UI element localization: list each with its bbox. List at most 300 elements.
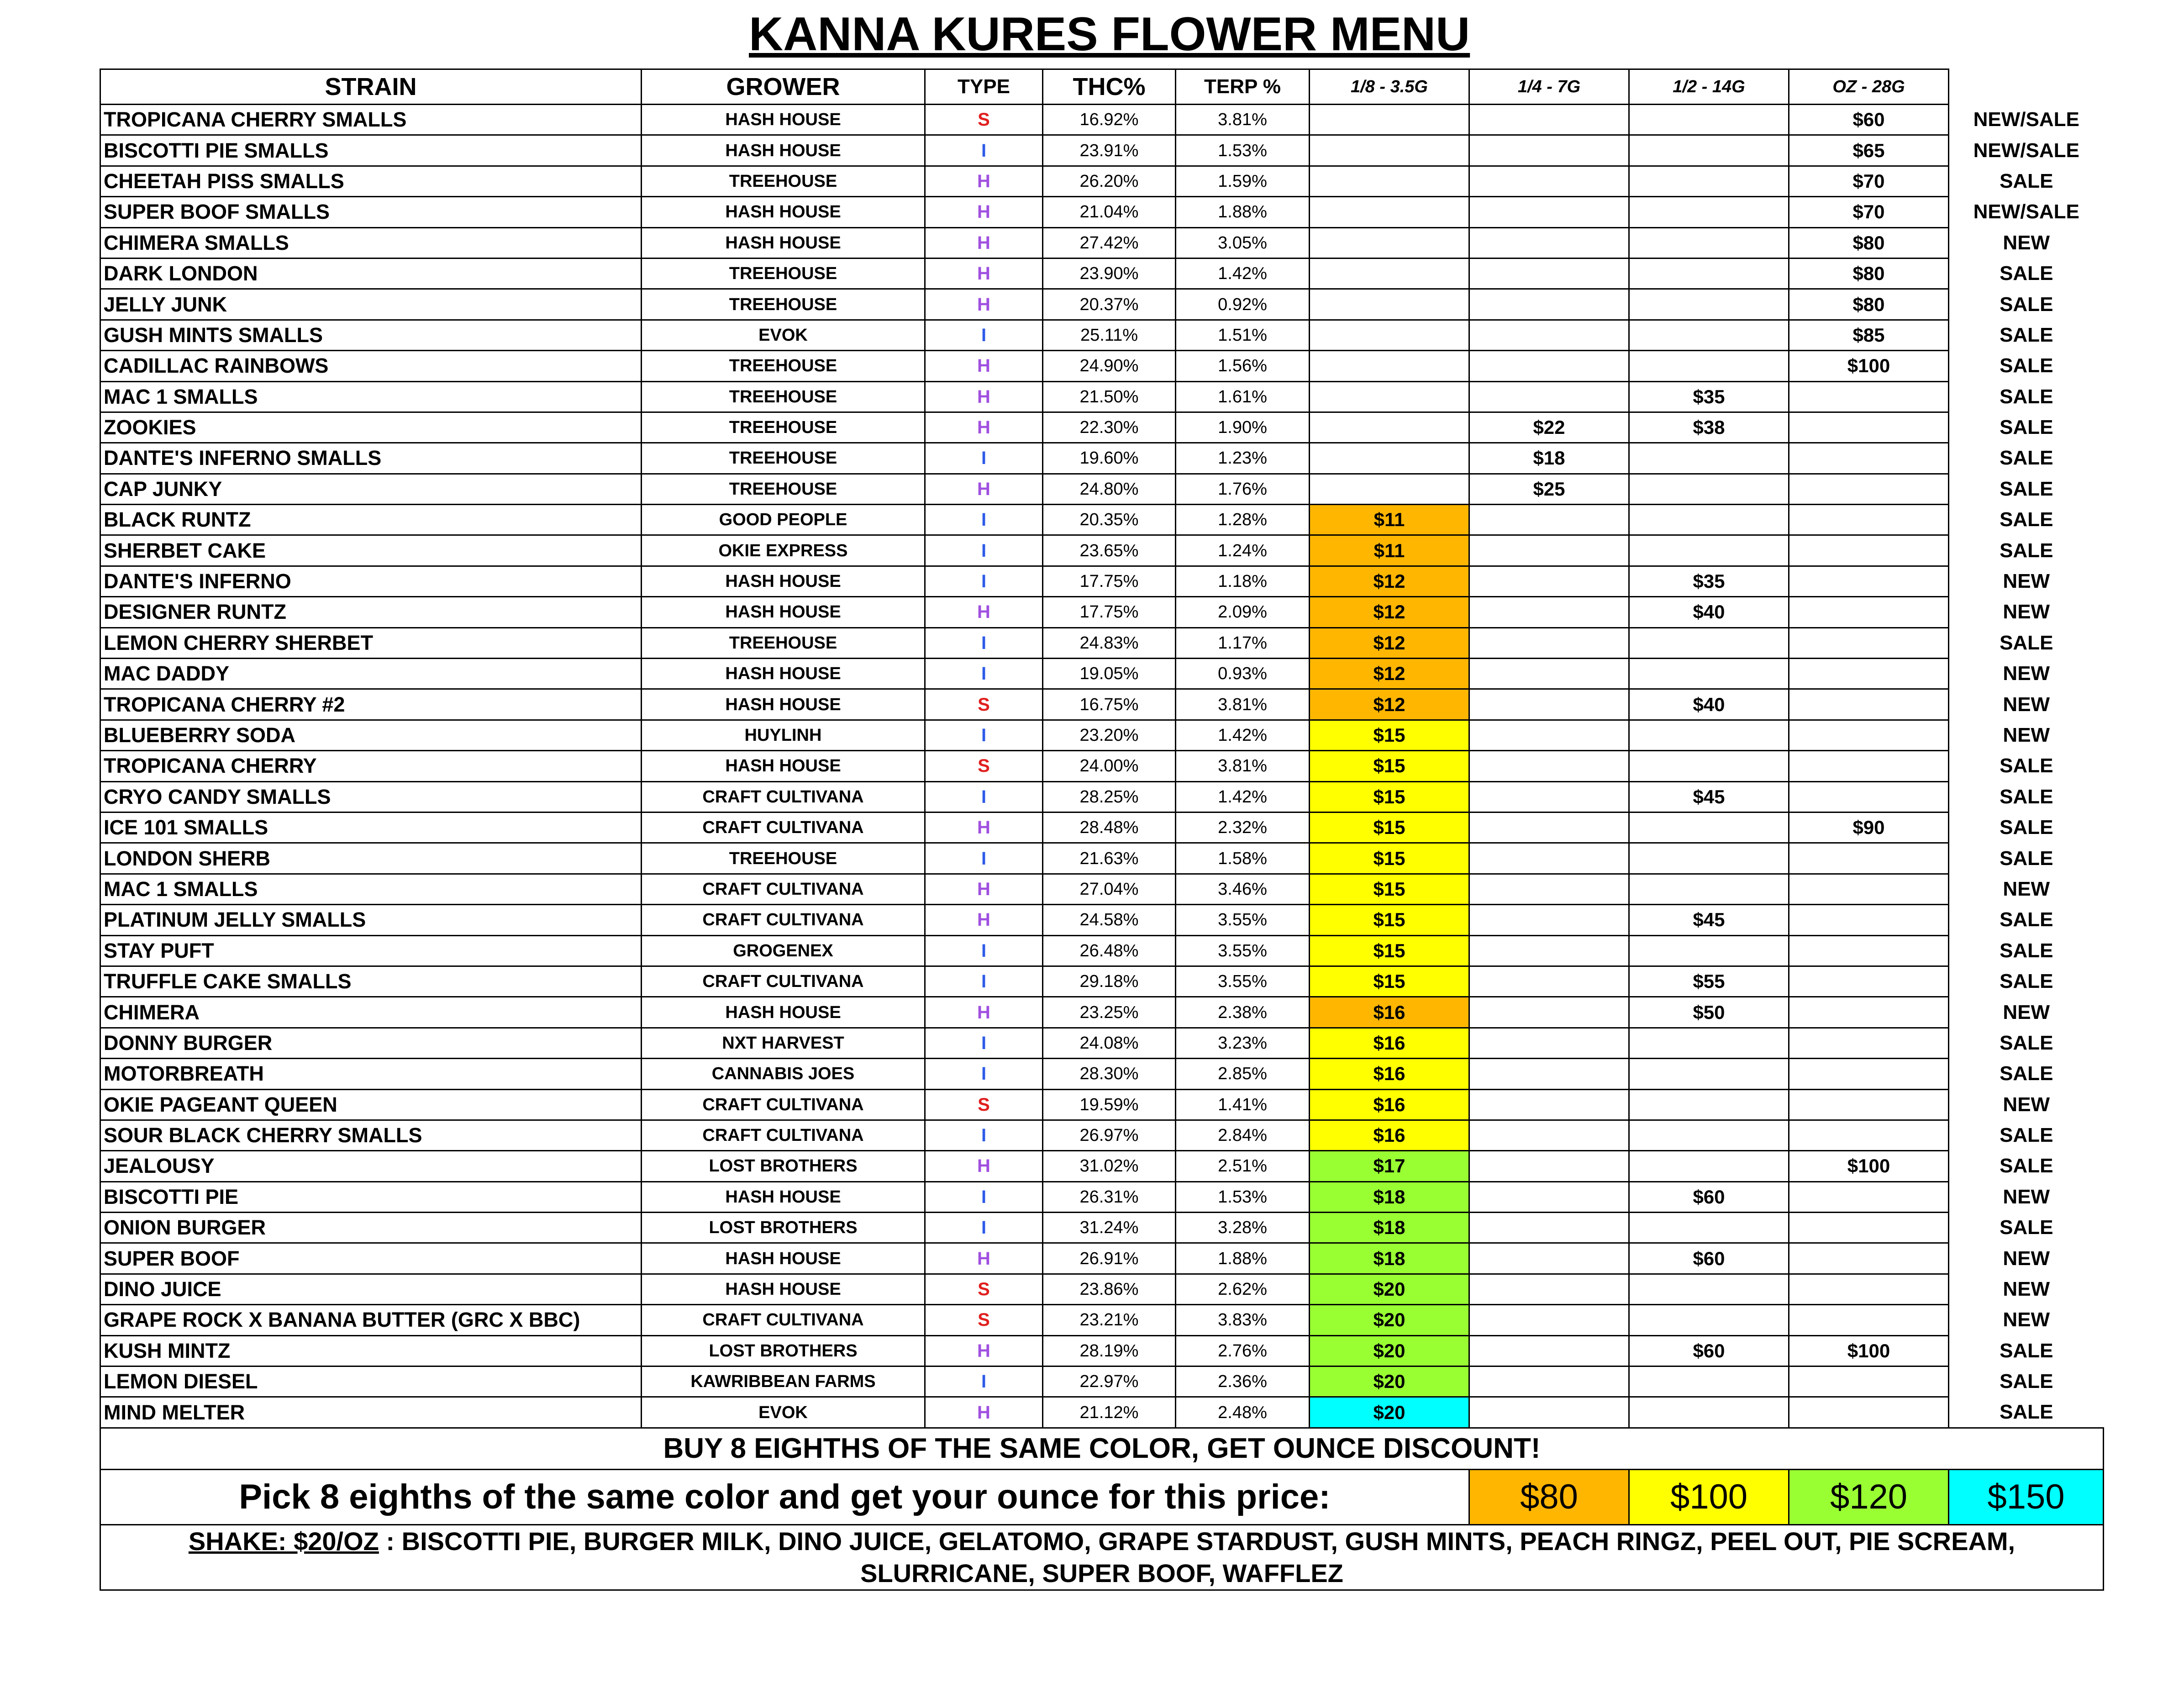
menu-row [100,1243,2104,1274]
price-half: $45 [1629,781,1789,812]
thc-value: 26.97% [1043,1120,1176,1150]
price-quarter [1469,320,1629,350]
strain-name: ONION BURGER [100,1213,642,1243]
strain-type: H [925,289,1043,320]
thc-value: 25.11% [1043,320,1176,350]
menu-row [100,1059,2104,1089]
thc-value: 28.30% [1043,1059,1176,1089]
price-ounce: $60 [1789,105,1949,135]
menu-row [100,566,2104,596]
price-eighth [1310,351,1469,381]
col-header-strain: STRAIN [100,69,642,105]
price-half: $50 [1629,997,1789,1028]
strain-type: H [925,381,1043,412]
grower-name: TREEHOUSE [642,381,925,412]
terp-value: 2.09% [1176,597,1310,628]
status-tag: NEW/SALE [1973,139,2079,162]
menu-row [100,1089,2104,1120]
grower-name: LOST BROTHERS [642,1213,925,1243]
terp-value: 2.51% [1176,1151,1310,1182]
status-tag: SALE [2000,477,2053,500]
grower-name: CRAFT CULTIVANA [642,781,925,812]
price-quarter [1469,1089,1629,1120]
grower-name: CRAFT CULTIVANA [642,966,925,997]
grower-name: TREEHOUSE [642,258,925,289]
menu-row [100,1397,2104,1428]
price-quarter [1469,1335,1629,1366]
strain-name: KUSH MINTZ [100,1335,642,1366]
price-eighth: $16 [1310,1089,1469,1120]
terp-value: 3.55% [1176,935,1310,966]
grower-name: HASH HOUSE [642,197,925,227]
strain-type: H [925,905,1043,935]
grower-name: NXT HARVEST [642,1028,925,1058]
price-ounce [1789,535,1949,566]
thc-value: 23.91% [1043,135,1176,166]
price-ounce: $100 [1789,351,1949,381]
pick-price-yellow: $100 [1629,1469,1789,1524]
thc-value: 24.08% [1043,1028,1176,1058]
menu-row [100,381,2104,412]
col-header-eighth: 1/8 - 3.5G [1310,69,1469,105]
pick-price-green: $120 [1789,1469,1949,1524]
strain-type: H [925,1151,1043,1182]
strain-name: LONDON SHERB [100,843,642,874]
terp-value: 1.42% [1176,258,1310,289]
price-eighth [1310,412,1469,443]
price-ounce: $70 [1789,166,1949,196]
thc-value: 24.00% [1043,751,1176,781]
price-ounce: $70 [1789,197,1949,227]
thc-value: 17.75% [1043,597,1176,628]
price-ounce: $90 [1789,812,1949,843]
menu-row [100,720,2104,750]
price-ounce [1789,1028,1949,1058]
strain-name: SOUR BLACK CHERRY SMALLS [100,1120,642,1150]
grower-name: HASH HOUSE [642,997,925,1028]
grower-name: TREEHOUSE [642,412,925,443]
grower-name: TREEHOUSE [642,474,925,504]
status-tag: SALE [2000,631,2053,654]
strain-type: H [925,227,1043,258]
grower-name: CRAFT CULTIVANA [642,874,925,904]
price-quarter [1469,1243,1629,1274]
pick-row [100,1469,2104,1524]
price-eighth: $18 [1310,1243,1469,1274]
menu-row [100,412,2104,443]
thc-value: 21.50% [1043,381,1176,412]
strain-type: I [925,843,1043,874]
grower-name: CRAFT CULTIVANA [642,1305,925,1335]
status-tag: SALE [2000,508,2053,531]
terp-value: 2.48% [1176,1397,1310,1428]
price-eighth: $20 [1310,1366,1469,1397]
grower-name: TREEHOUSE [642,443,925,474]
strain-name: DESIGNER RUNTZ [100,597,642,628]
menu-row [100,105,2104,135]
grower-name: LOST BROTHERS [642,1335,925,1366]
price-quarter [1469,227,1629,258]
price-half [1629,935,1789,966]
price-eighth: $16 [1310,1059,1469,1089]
pick-text: Pick 8 eighths of the same color and get your ounce for this price: [100,1469,1469,1524]
thc-value: 28.48% [1043,812,1176,843]
grower-name: GROGENEX [642,935,925,966]
strain-name: ZOOKIES [100,412,642,443]
price-half [1629,720,1789,750]
menu-row [100,689,2104,720]
price-ounce [1789,935,1949,966]
price-eighth: $20 [1310,1305,1469,1335]
price-half [1629,1366,1789,1397]
price-quarter [1469,1274,1629,1304]
menu-row [100,1182,2104,1212]
col-header-thc: THC% [1043,69,1176,105]
promo-row [100,1428,2104,1469]
strain-name: DANTE'S INFERNO [100,566,642,596]
thc-value: 16.75% [1043,689,1176,720]
menu-row [100,227,2104,258]
price-half [1629,843,1789,874]
price-eighth: $15 [1310,751,1469,781]
price-ounce [1789,1089,1949,1120]
strain-name: SUPER BOOF SMALLS [100,197,642,227]
price-quarter [1469,1305,1629,1335]
terp-value: 2.32% [1176,812,1310,843]
strain-type: I [925,443,1043,474]
menu-row [100,659,2104,689]
grower-name: TREEHOUSE [642,843,925,874]
price-eighth: $15 [1310,874,1469,904]
price-ounce [1789,1274,1949,1304]
terp-value: 3.81% [1176,105,1310,135]
price-eighth [1310,381,1469,412]
strain-name: LEMON DIESEL [100,1366,642,1397]
status-tag: NEW [2003,1093,2050,1116]
strain-type: I [925,1213,1043,1243]
status-tag: NEW [2003,662,2050,685]
terp-value: 1.58% [1176,843,1310,874]
grower-name: TREEHOUSE [642,628,925,658]
price-ounce [1789,1397,1949,1428]
strain-type: I [925,781,1043,812]
strain-type: I [925,1182,1043,1212]
grower-name: HASH HOUSE [642,751,925,781]
price-ounce [1789,1305,1949,1335]
col-header-ounce: OZ - 28G [1789,69,1949,105]
thc-value: 19.05% [1043,659,1176,689]
terp-value: 1.42% [1176,781,1310,812]
grower-name: HASH HOUSE [642,1274,925,1304]
grower-name: HASH HOUSE [642,659,925,689]
price-eighth [1310,105,1469,135]
price-eighth: $12 [1310,566,1469,596]
thc-value: 23.25% [1043,997,1176,1028]
price-eighth: $17 [1310,1151,1469,1182]
status-tag: SALE [2000,447,2053,469]
thc-value: 20.37% [1043,289,1176,320]
flower-menu-table [100,69,2104,1591]
terp-value: 1.51% [1176,320,1310,350]
strain-name: JEALOUSY [100,1151,642,1182]
price-half [1629,751,1789,781]
price-eighth: $15 [1310,935,1469,966]
status-tag: NEW [2003,601,2050,623]
strain-name: BLUEBERRY SODA [100,720,642,750]
price-quarter [1469,258,1629,289]
strain-type: H [925,258,1043,289]
thc-value: 23.65% [1043,535,1176,566]
col-header-grower: GROWER [642,69,925,105]
thc-value: 26.48% [1043,935,1176,966]
price-half: $60 [1629,1335,1789,1366]
menu-row [100,1213,2104,1243]
price-half [1629,1028,1789,1058]
price-quarter [1469,597,1629,628]
price-ounce [1789,474,1949,504]
status-tag: SALE [2000,385,2053,408]
strain-type: I [925,1059,1043,1089]
terp-value: 1.61% [1176,381,1310,412]
grower-name: HASH HOUSE [642,1243,925,1274]
price-quarter [1469,1366,1629,1397]
grower-name: CRAFT CULTIVANA [642,1089,925,1120]
strain-type: I [925,1028,1043,1058]
menu-row [100,751,2104,781]
terp-value: 1.23% [1176,443,1310,474]
terp-value: 3.28% [1176,1213,1310,1243]
menu-row [100,628,2104,658]
thc-value: 24.83% [1043,628,1176,658]
price-half [1629,258,1789,289]
status-tag: SALE [2000,293,2053,316]
menu-row [100,1335,2104,1366]
strain-type: H [925,351,1043,381]
pick-price-orange: $80 [1469,1469,1629,1524]
strain-name: MAC DADDY [100,659,642,689]
status-tag: SALE [2000,354,2053,377]
terp-value: 1.88% [1176,197,1310,227]
thc-value: 24.90% [1043,351,1176,381]
strain-type: S [925,1305,1043,1335]
status-tag: NEW [2003,231,2050,254]
price-ounce [1789,1120,1949,1150]
thc-value: 21.63% [1043,843,1176,874]
grower-name: CRAFT CULTIVANA [642,905,925,935]
strain-name: STAY PUFT [100,935,642,966]
price-half [1629,628,1789,658]
price-ounce: $85 [1789,320,1949,350]
strain-name: DANTE'S INFERNO SMALLS [100,443,642,474]
strain-name: MAC 1 SMALLS [100,874,642,904]
thc-value: 23.20% [1043,720,1176,750]
status-tag: SALE [2000,847,2053,870]
thc-value: 22.97% [1043,1366,1176,1397]
price-quarter [1469,197,1629,227]
price-ounce [1789,566,1949,596]
menu-row [100,1274,2104,1304]
strain-name: BLACK RUNTZ [100,505,642,535]
menu-row [100,289,2104,320]
terp-value: 3.23% [1176,1028,1310,1058]
strain-type: H [925,474,1043,504]
thc-value: 28.19% [1043,1335,1176,1366]
thc-value: 26.20% [1043,166,1176,196]
col-header-quarter: 1/4 - 7G [1469,69,1629,105]
price-half [1629,1151,1789,1182]
thc-value: 26.31% [1043,1182,1176,1212]
terp-value: 2.38% [1176,997,1310,1028]
status-tag: SALE [2000,816,2053,839]
status-tag: SALE [2000,785,2053,808]
price-eighth: $18 [1310,1213,1469,1243]
price-quarter [1469,1120,1629,1150]
status-tag: SALE [2000,539,2053,562]
status-tag: SALE [2000,939,2053,962]
shake-list [100,1524,2104,1590]
price-half [1629,812,1789,843]
terp-value: 0.92% [1176,289,1310,320]
price-quarter [1469,874,1629,904]
thc-value: 24.58% [1043,905,1176,935]
thc-value: 19.60% [1043,443,1176,474]
status-tag: SALE [2000,1216,2053,1239]
terp-value: 3.46% [1176,874,1310,904]
price-half: $60 [1629,1182,1789,1212]
price-half [1629,1120,1789,1150]
strain-type: H [925,997,1043,1028]
strain-type: S [925,1274,1043,1304]
price-ounce [1789,689,1949,720]
shake-label: SHAKE: $20/OZ [188,1526,379,1556]
menu-row [100,1366,2104,1397]
strain-name: GRAPE ROCK X BANANA BUTTER (GRC X BBC) [100,1305,642,1335]
price-quarter [1469,1059,1629,1089]
grower-name: TREEHOUSE [642,289,925,320]
strain-type: S [925,751,1043,781]
strain-name: MIND MELTER [100,1397,642,1428]
price-half [1629,227,1789,258]
price-quarter: $25 [1469,474,1629,504]
price-quarter [1469,566,1629,596]
price-half [1629,1213,1789,1243]
terp-value: 0.93% [1176,659,1310,689]
price-half [1629,535,1789,566]
menu-row [100,535,2104,566]
price-eighth: $20 [1310,1274,1469,1304]
strain-name: SHERBET CAKE [100,535,642,566]
strain-name: MOTORBREATH [100,1059,642,1089]
price-ounce [1789,505,1949,535]
price-quarter [1469,1397,1629,1428]
col-header-terp: TERP % [1176,69,1310,105]
strain-type: S [925,689,1043,720]
price-ounce [1789,412,1949,443]
price-eighth: $12 [1310,628,1469,658]
strain-type: H [925,812,1043,843]
strain-type: H [925,412,1043,443]
price-ounce [1789,966,1949,997]
price-eighth [1310,135,1469,166]
strain-name: CAP JUNKY [100,474,642,504]
strain-type: H [925,1243,1043,1274]
strain-type: I [925,1120,1043,1150]
status-tag: NEW [2003,877,2050,900]
menu-row [100,597,2104,628]
price-quarter: $22 [1469,412,1629,443]
strain-name: ICE 101 SMALLS [100,812,642,843]
menu-row [100,966,2104,997]
thc-value: 28.25% [1043,781,1176,812]
status-tag: SALE [2000,1155,2053,1177]
price-quarter [1469,535,1629,566]
terp-value: 3.55% [1176,905,1310,935]
terp-value: 2.62% [1176,1274,1310,1304]
price-ounce [1789,659,1949,689]
price-half: $38 [1629,412,1789,443]
strain-type: I [925,1366,1043,1397]
thc-value: 23.90% [1043,258,1176,289]
promo-banner: BUY 8 EIGHTHS OF THE SAME COLOR, GET OUNCE DISCOUNT! [100,1428,2104,1469]
menu-title: KANNA KURES FLOWER MENU [749,8,1470,61]
status-tag: SALE [2000,1370,2053,1393]
strain-name: CHEETAH PISS SMALLS [100,166,642,196]
status-tag: NEW/SALE [1973,200,2079,223]
header-row [100,69,2104,105]
price-eighth [1310,258,1469,289]
status-tag: SALE [2000,416,2053,439]
grower-name: LOST BROTHERS [642,1151,925,1182]
price-quarter [1469,997,1629,1028]
price-quarter [1469,289,1629,320]
menu-row [100,1305,2104,1335]
status-tag: SALE [2000,970,2053,993]
grower-name: HASH HOUSE [642,566,925,596]
price-half [1629,874,1789,904]
strain-name: DARK LONDON [100,258,642,289]
strain-name: BISCOTTI PIE [100,1182,642,1212]
price-eighth: $12 [1310,689,1469,720]
strain-name: BISCOTTI PIE SMALLS [100,135,642,166]
price-ounce: $80 [1789,227,1949,258]
price-eighth [1310,320,1469,350]
strain-type: H [925,197,1043,227]
price-eighth [1310,227,1469,258]
strain-name: JELLY JUNK [100,289,642,320]
terp-value: 1.88% [1176,1243,1310,1274]
price-quarter [1469,166,1629,196]
price-quarter [1469,812,1629,843]
terp-value: 1.41% [1176,1089,1310,1120]
status-tag: NEW [2003,724,2050,746]
price-quarter [1469,1182,1629,1212]
price-ounce [1789,1059,1949,1089]
strain-name: DONNY BURGER [100,1028,642,1058]
terp-value: 3.55% [1176,966,1310,997]
status-tag: SALE [2000,1124,2053,1147]
thc-value: 21.12% [1043,1397,1176,1428]
price-ounce [1789,720,1949,750]
strain-name: GUSH MINTS SMALLS [100,320,642,350]
terp-value: 1.18% [1176,566,1310,596]
thc-value: 27.42% [1043,227,1176,258]
grower-name: EVOK [642,1397,925,1428]
menu-row [100,135,2104,166]
price-half: $55 [1629,966,1789,997]
price-eighth: $15 [1310,966,1469,997]
grower-name: TREEHOUSE [642,351,925,381]
menu-row [100,997,2104,1028]
